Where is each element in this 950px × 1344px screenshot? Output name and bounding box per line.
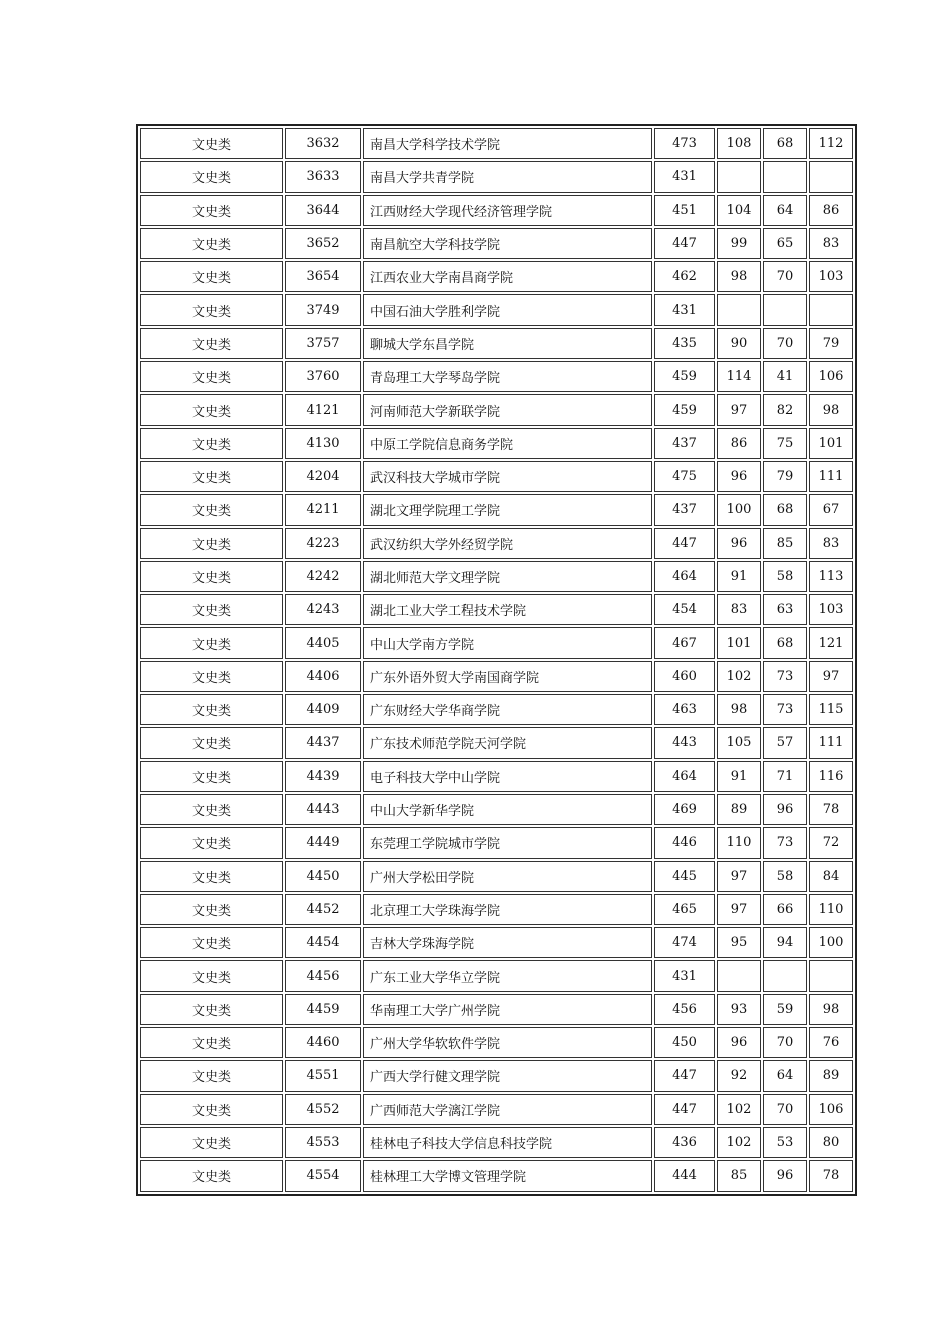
subject-score-3-cell: 111: [809, 461, 853, 492]
category-cell: 文史类: [140, 794, 283, 825]
subject-score-2-cell: 73: [763, 694, 807, 725]
table-row: [140, 394, 853, 425]
table-row: [140, 761, 853, 792]
score-cell: 464: [654, 561, 715, 592]
score-cell: 431: [654, 161, 715, 192]
subject-score-1-cell: 101: [717, 627, 761, 658]
table-row: [140, 228, 853, 259]
subject-score-1-cell: 98: [717, 261, 761, 292]
score-cell: 463: [654, 694, 715, 725]
subject-score-1-cell: 91: [717, 561, 761, 592]
subject-score-2-cell: [763, 960, 807, 991]
category-cell: 文史类: [140, 328, 283, 359]
subject-score-3-cell: 78: [809, 794, 853, 825]
code-cell: 3632: [285, 128, 361, 159]
school-name-cell: 武汉纺织大学外经贸学院: [363, 528, 652, 559]
category-cell: 文史类: [140, 1060, 283, 1091]
code-cell: 4243: [285, 594, 361, 625]
admission-table: [136, 124, 857, 1196]
code-cell: 4551: [285, 1060, 361, 1091]
subject-score-1-cell: 110: [717, 827, 761, 858]
score-cell: 456: [654, 994, 715, 1025]
subject-score-1-cell: [717, 161, 761, 192]
subject-score-2-cell: 41: [763, 361, 807, 392]
score-cell: 459: [654, 394, 715, 425]
subject-score-2-cell: 96: [763, 1160, 807, 1191]
school-name-cell: 电子科技大学中山学院: [363, 761, 652, 792]
subject-score-2-cell: 96: [763, 794, 807, 825]
score-cell: 464: [654, 761, 715, 792]
category-cell: 文史类: [140, 627, 283, 658]
table-row: [140, 694, 853, 725]
subject-score-1-cell: 104: [717, 195, 761, 226]
school-name-cell: 广东工业大学华立学院: [363, 960, 652, 991]
code-cell: 3644: [285, 195, 361, 226]
category-cell: 文史类: [140, 261, 283, 292]
subject-score-2-cell: 75: [763, 428, 807, 459]
table-row: [140, 894, 853, 925]
score-cell: 436: [654, 1127, 715, 1158]
subject-score-2-cell: 82: [763, 394, 807, 425]
subject-score-2-cell: 70: [763, 1094, 807, 1125]
code-cell: 4405: [285, 627, 361, 658]
subject-score-1-cell: 98: [717, 694, 761, 725]
subject-score-3-cell: 97: [809, 661, 853, 692]
school-name-cell: 吉林大学珠海学院: [363, 927, 652, 958]
score-cell: 450: [654, 1027, 715, 1058]
category-cell: 文史类: [140, 1127, 283, 1158]
category-cell: 文史类: [140, 528, 283, 559]
school-name-cell: 中国石油大学胜利学院: [363, 294, 652, 325]
category-cell: 文史类: [140, 1094, 283, 1125]
subject-score-1-cell: 102: [717, 1127, 761, 1158]
score-cell: 447: [654, 1094, 715, 1125]
score-cell: 437: [654, 428, 715, 459]
subject-score-3-cell: 121: [809, 627, 853, 658]
category-cell: 文史类: [140, 494, 283, 525]
subject-score-3-cell: 84: [809, 861, 853, 892]
category-cell: 文史类: [140, 561, 283, 592]
subject-score-1-cell: 102: [717, 661, 761, 692]
table-row: [140, 461, 853, 492]
score-cell: 462: [654, 261, 715, 292]
subject-score-2-cell: 64: [763, 195, 807, 226]
subject-score-1-cell: 95: [717, 927, 761, 958]
subject-score-1-cell: 89: [717, 794, 761, 825]
school-name-cell: 聊城大学东昌学院: [363, 328, 652, 359]
code-cell: 3652: [285, 228, 361, 259]
school-name-cell: 广州大学华软软件学院: [363, 1027, 652, 1058]
subject-score-2-cell: 64: [763, 1060, 807, 1091]
table-row: [140, 1127, 853, 1158]
subject-score-3-cell: 89: [809, 1060, 853, 1091]
school-name-cell: 广西大学行健文理学院: [363, 1060, 652, 1091]
score-cell: 443: [654, 727, 715, 758]
subject-score-3-cell: 103: [809, 261, 853, 292]
table-row: [140, 661, 853, 692]
table-row: [140, 1027, 853, 1058]
code-cell: 4443: [285, 794, 361, 825]
subject-score-3-cell: 78: [809, 1160, 853, 1191]
table-row: [140, 128, 853, 159]
category-cell: 文史类: [140, 195, 283, 226]
school-name-cell: 江西财经大学现代经济管理学院: [363, 195, 652, 226]
subject-score-1-cell: [717, 294, 761, 325]
subject-score-3-cell: 103: [809, 594, 853, 625]
subject-score-3-cell: 106: [809, 361, 853, 392]
table-row: [140, 794, 853, 825]
score-cell: 447: [654, 1060, 715, 1091]
score-cell: 446: [654, 827, 715, 858]
category-cell: 文史类: [140, 294, 283, 325]
code-cell: 4452: [285, 894, 361, 925]
subject-score-3-cell: 115: [809, 694, 853, 725]
code-cell: 4223: [285, 528, 361, 559]
score-cell: 435: [654, 328, 715, 359]
category-cell: 文史类: [140, 827, 283, 858]
subject-score-1-cell: 105: [717, 727, 761, 758]
subject-score-2-cell: 66: [763, 894, 807, 925]
subject-score-2-cell: 73: [763, 661, 807, 692]
code-cell: 4553: [285, 1127, 361, 1158]
subject-score-3-cell: 76: [809, 1027, 853, 1058]
school-name-cell: 桂林电子科技大学信息科技学院: [363, 1127, 652, 1158]
category-cell: 文史类: [140, 994, 283, 1025]
subject-score-2-cell: 68: [763, 627, 807, 658]
school-name-cell: 广东外语外贸大学南国商学院: [363, 661, 652, 692]
table-row: [140, 328, 853, 359]
score-cell: 431: [654, 294, 715, 325]
subject-score-1-cell: 96: [717, 1027, 761, 1058]
table-row: [140, 528, 853, 559]
school-name-cell: 湖北师范大学文理学院: [363, 561, 652, 592]
category-cell: 文史类: [140, 861, 283, 892]
subject-score-2-cell: 68: [763, 494, 807, 525]
subject-score-3-cell: 83: [809, 528, 853, 559]
code-cell: 4450: [285, 861, 361, 892]
score-cell: 460: [654, 661, 715, 692]
score-cell: 447: [654, 528, 715, 559]
subject-score-1-cell: 93: [717, 994, 761, 1025]
table-row: [140, 1160, 853, 1191]
subject-score-1-cell: 114: [717, 361, 761, 392]
code-cell: 4121: [285, 394, 361, 425]
subject-score-2-cell: 58: [763, 861, 807, 892]
code-cell: 4409: [285, 694, 361, 725]
subject-score-3-cell: 67: [809, 494, 853, 525]
score-cell: 474: [654, 927, 715, 958]
score-cell: 465: [654, 894, 715, 925]
school-name-cell: 东莞理工学院城市学院: [363, 827, 652, 858]
table-row: [140, 428, 853, 459]
table-row: [140, 927, 853, 958]
table-row: [140, 261, 853, 292]
subject-score-3-cell: 80: [809, 1127, 853, 1158]
subject-score-3-cell: 101: [809, 428, 853, 459]
table-row: [140, 1094, 853, 1125]
subject-score-3-cell: 86: [809, 195, 853, 226]
subject-score-1-cell: 83: [717, 594, 761, 625]
category-cell: 文史类: [140, 394, 283, 425]
subject-score-2-cell: 94: [763, 927, 807, 958]
table-body: [140, 128, 853, 1192]
subject-score-3-cell: 100: [809, 927, 853, 958]
subject-score-2-cell: 65: [763, 228, 807, 259]
category-cell: 文史类: [140, 361, 283, 392]
school-name-cell: 武汉科技大学城市学院: [363, 461, 652, 492]
score-cell: 454: [654, 594, 715, 625]
category-cell: 文史类: [140, 594, 283, 625]
code-cell: 4454: [285, 927, 361, 958]
subject-score-3-cell: 83: [809, 228, 853, 259]
subject-score-1-cell: 92: [717, 1060, 761, 1091]
subject-score-2-cell: 63: [763, 594, 807, 625]
category-cell: 文史类: [140, 128, 283, 159]
code-cell: 4439: [285, 761, 361, 792]
school-name-cell: 南昌大学科学技术学院: [363, 128, 652, 159]
code-cell: 4437: [285, 727, 361, 758]
score-cell: 467: [654, 627, 715, 658]
code-cell: 4130: [285, 428, 361, 459]
code-cell: 4242: [285, 561, 361, 592]
subject-score-3-cell: [809, 161, 853, 192]
school-name-cell: 中山大学新华学院: [363, 794, 652, 825]
school-name-cell: 南昌大学共青学院: [363, 161, 652, 192]
score-table: [138, 126, 855, 1194]
table-row: [140, 361, 853, 392]
table-row: [140, 1060, 853, 1091]
subject-score-3-cell: 113: [809, 561, 853, 592]
category-cell: 文史类: [140, 694, 283, 725]
category-cell: 文史类: [140, 960, 283, 991]
subject-score-1-cell: 86: [717, 428, 761, 459]
subject-score-1-cell: 108: [717, 128, 761, 159]
table-row: [140, 195, 853, 226]
subject-score-1-cell: 96: [717, 528, 761, 559]
subject-score-1-cell: 99: [717, 228, 761, 259]
category-cell: 文史类: [140, 727, 283, 758]
score-cell: 445: [654, 861, 715, 892]
subject-score-1-cell: [717, 960, 761, 991]
score-cell: 447: [654, 228, 715, 259]
subject-score-3-cell: 110: [809, 894, 853, 925]
code-cell: 3654: [285, 261, 361, 292]
category-cell: 文史类: [140, 228, 283, 259]
table-row: [140, 727, 853, 758]
school-name-cell: 湖北工业大学工程技术学院: [363, 594, 652, 625]
subject-score-3-cell: 79: [809, 328, 853, 359]
subject-score-2-cell: 70: [763, 328, 807, 359]
school-name-cell: 中山大学南方学院: [363, 627, 652, 658]
code-cell: 4406: [285, 661, 361, 692]
subject-score-1-cell: 91: [717, 761, 761, 792]
subject-score-3-cell: 112: [809, 128, 853, 159]
subject-score-2-cell: 73: [763, 827, 807, 858]
code-cell: 3633: [285, 161, 361, 192]
code-cell: 4554: [285, 1160, 361, 1191]
subject-score-1-cell: 90: [717, 328, 761, 359]
code-cell: 4459: [285, 994, 361, 1025]
subject-score-2-cell: 59: [763, 994, 807, 1025]
table-row: [140, 861, 853, 892]
table-row: [140, 594, 853, 625]
school-name-cell: 华南理工大学广州学院: [363, 994, 652, 1025]
score-cell: 459: [654, 361, 715, 392]
code-cell: 3749: [285, 294, 361, 325]
category-cell: 文史类: [140, 1160, 283, 1191]
score-cell: 431: [654, 960, 715, 991]
score-cell: 469: [654, 794, 715, 825]
table-row: [140, 561, 853, 592]
code-cell: 4456: [285, 960, 361, 991]
category-cell: 文史类: [140, 1027, 283, 1058]
code-cell: 4460: [285, 1027, 361, 1058]
table-row: [140, 827, 853, 858]
school-name-cell: 南昌航空大学科技学院: [363, 228, 652, 259]
school-name-cell: 河南师范大学新联学院: [363, 394, 652, 425]
subject-score-1-cell: 97: [717, 394, 761, 425]
subject-score-3-cell: 72: [809, 827, 853, 858]
table-row: [140, 627, 853, 658]
code-cell: 4449: [285, 827, 361, 858]
score-cell: 451: [654, 195, 715, 226]
subject-score-3-cell: 106: [809, 1094, 853, 1125]
subject-score-3-cell: 116: [809, 761, 853, 792]
code-cell: 3757: [285, 328, 361, 359]
category-cell: 文史类: [140, 161, 283, 192]
school-name-cell: 广州大学松田学院: [363, 861, 652, 892]
table-row: [140, 294, 853, 325]
subject-score-2-cell: [763, 294, 807, 325]
subject-score-3-cell: [809, 294, 853, 325]
table-row: [140, 161, 853, 192]
school-name-cell: 湖北文理学院理工学院: [363, 494, 652, 525]
score-cell: 437: [654, 494, 715, 525]
school-name-cell: 北京理工大学珠海学院: [363, 894, 652, 925]
category-cell: 文史类: [140, 461, 283, 492]
subject-score-3-cell: 98: [809, 394, 853, 425]
code-cell: 4552: [285, 1094, 361, 1125]
code-cell: 3760: [285, 361, 361, 392]
category-cell: 文史类: [140, 761, 283, 792]
subject-score-2-cell: 68: [763, 128, 807, 159]
subject-score-3-cell: 111: [809, 727, 853, 758]
code-cell: 4211: [285, 494, 361, 525]
subject-score-2-cell: 79: [763, 461, 807, 492]
school-name-cell: 广东技术师范学院天河学院: [363, 727, 652, 758]
subject-score-1-cell: 97: [717, 861, 761, 892]
subject-score-1-cell: 96: [717, 461, 761, 492]
category-cell: 文史类: [140, 428, 283, 459]
category-cell: 文史类: [140, 661, 283, 692]
subject-score-3-cell: [809, 960, 853, 991]
school-name-cell: 中原工学院信息商务学院: [363, 428, 652, 459]
subject-score-1-cell: 102: [717, 1094, 761, 1125]
subject-score-2-cell: [763, 161, 807, 192]
subject-score-2-cell: 70: [763, 1027, 807, 1058]
subject-score-3-cell: 98: [809, 994, 853, 1025]
subject-score-1-cell: 85: [717, 1160, 761, 1191]
score-cell: 475: [654, 461, 715, 492]
subject-score-1-cell: 100: [717, 494, 761, 525]
table-row: [140, 960, 853, 991]
subject-score-2-cell: 71: [763, 761, 807, 792]
score-cell: 444: [654, 1160, 715, 1191]
table-row: [140, 994, 853, 1025]
category-cell: 文史类: [140, 894, 283, 925]
subject-score-1-cell: 97: [717, 894, 761, 925]
subject-score-2-cell: 57: [763, 727, 807, 758]
school-name-cell: 广东财经大学华商学院: [363, 694, 652, 725]
school-name-cell: 广西师范大学漓江学院: [363, 1094, 652, 1125]
school-name-cell: 江西农业大学南昌商学院: [363, 261, 652, 292]
subject-score-2-cell: 85: [763, 528, 807, 559]
school-name-cell: 青岛理工大学琴岛学院: [363, 361, 652, 392]
code-cell: 4204: [285, 461, 361, 492]
subject-score-2-cell: 70: [763, 261, 807, 292]
category-cell: 文史类: [140, 927, 283, 958]
table-row: [140, 494, 853, 525]
school-name-cell: 桂林理工大学博文管理学院: [363, 1160, 652, 1191]
subject-score-2-cell: 53: [763, 1127, 807, 1158]
subject-score-2-cell: 58: [763, 561, 807, 592]
score-cell: 473: [654, 128, 715, 159]
